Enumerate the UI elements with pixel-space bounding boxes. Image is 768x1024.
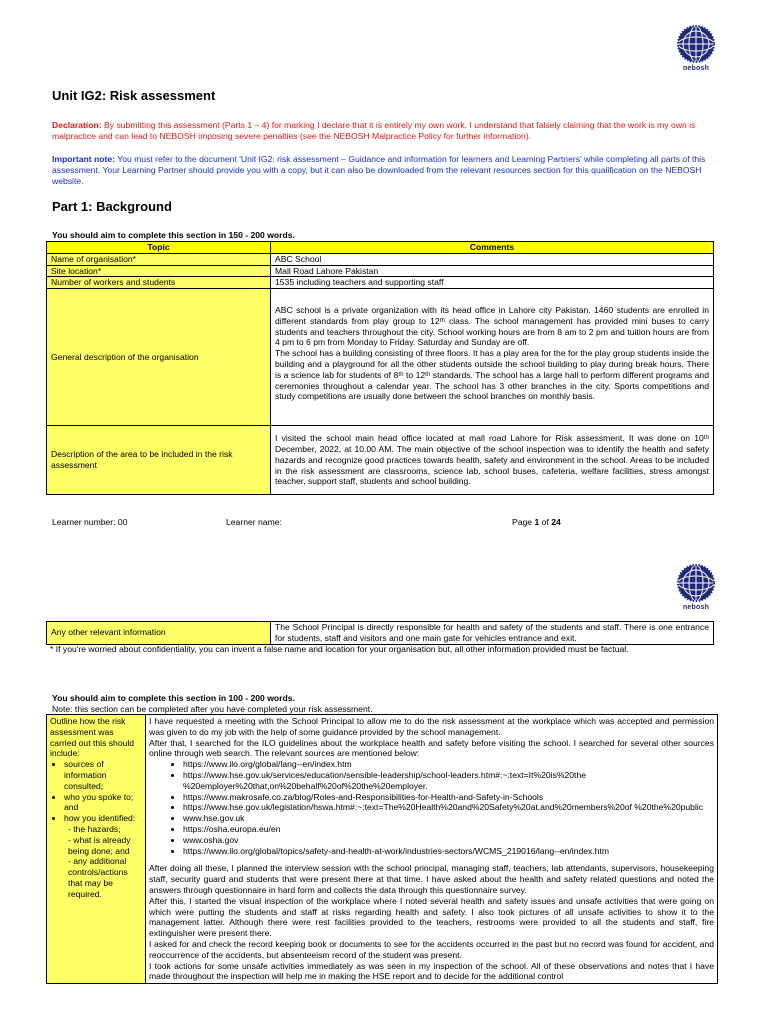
row-topic: Number of workers and students	[47, 277, 271, 289]
declaration	[52, 120, 718, 142]
source-links	[149, 759, 714, 856]
outline-prompt	[47, 715, 146, 984]
source-link[interactable]: • www.osha.gov	[183, 835, 714, 846]
row-topic: General description of the organisation	[47, 289, 271, 426]
sub-item: - the hazards;	[68, 823, 121, 834]
source-link[interactable]: • https://www.makrosafe.co.za/blog/Roles-and-Responsibilities-for-Health-and-Safety-in-Schools	[183, 792, 714, 803]
source-link[interactable]: • www.hse.gov.uk	[183, 813, 714, 824]
row-topic: Name of organisation*	[47, 253, 271, 265]
logo-wordmark: nebosh	[682, 604, 710, 611]
header-comments: Comments	[271, 242, 714, 254]
logo-wordmark: nebosh	[682, 65, 710, 72]
table-row	[47, 289, 714, 426]
nebosh-logo	[676, 24, 716, 72]
sub-item: - any additional controls/actions that may be required.	[68, 856, 128, 899]
page-number: Page 1 of 24	[512, 517, 561, 527]
answer-p5: I asked for and check the record keeping book or documents to see for the accidents occurred in the past but no record was found for accident, and reoccurrence of the accidents, but absenteeism record of the student was present.	[149, 938, 714, 960]
nebosh-logo	[676, 563, 716, 611]
page-2	[0, 555, 768, 1024]
outline-answer	[146, 715, 718, 984]
source-link[interactable]: • https://www.ilo.org/global/topics/safety-and-health-at-work/industries-sectors/WCMS_219016/lang--en/index.htm	[183, 846, 714, 857]
header-topic: Topic	[47, 242, 271, 254]
important-note-label: Important note:	[52, 154, 116, 164]
page-separator	[0, 545, 768, 555]
table-row	[47, 277, 714, 289]
outline-table	[46, 714, 718, 984]
row-comment: ABC School	[271, 253, 714, 265]
list-item: • who you spoke to; and	[64, 792, 142, 814]
important-note	[52, 154, 718, 187]
learner-number: Learner number: 00	[52, 517, 128, 527]
row-topic: Site location*	[47, 265, 271, 277]
word-guidance-100: You should aim to complete this section in 100 - 200 words.	[52, 693, 295, 703]
row-comment: 1535 including teachers and supporting staff	[271, 277, 714, 289]
general-description-p1: ABC school is a private organization with its head office in Lahore city Pakistan. 1460 students are enrolled in different standards from play group to 12ᵗʰ class. The school management has provided mini buses to carry students and teachers throughout the city. School working hours are from 8 am to 2 pm and tuition hours are from 4 pm to 6 pm from Monday to Friday. Saturday and Sunday are off.	[275, 305, 709, 348]
source-link[interactable]: • https://www.ilo.org/global/lang--en/index.htm	[183, 759, 714, 770]
confidentiality-note: * If you're worried about confidentiality, you can invent a false name and location for your organisation but, all other information provided must be factual.	[50, 644, 629, 654]
table-row	[47, 715, 718, 984]
list-item: • sources of information consulted;	[64, 759, 142, 791]
table-header-row	[47, 242, 714, 254]
general-description-p2: The school has a building consisting of three floors. It has a play area for the for the play group students inside the building and a playground for all the other students outside the school building to play during break hours. There is a science lab for students of 8ᵗʰ to 12ᵗʰ standards. The school has a large hall to perform different programs and ceremonies throughout a calendar year. The school has 3 other branches in the city. Sports competitions and study competitions are usually done between the school branches on monthly basis.	[275, 348, 709, 402]
learner-name: Learner name:	[226, 517, 282, 527]
row-topic: Any other relevant information	[47, 622, 271, 645]
word-guidance-150: You should aim to complete this section in 150 - 200 words.	[52, 230, 295, 240]
completion-note: Note: this section can be completed after you have completed your risk assessment.	[52, 704, 373, 714]
source-link[interactable]: • https://www.hse.gov.uk/services/education/sensible-leadership/school-leaders.htm#:~:text=It%20is%20the %20employer%20that,on%20behalf%20of%20the%20employer.	[183, 770, 714, 792]
row-comment: The School Principal is directly responsible for health and safety of the students and staff. There is one entrance for students, staff and visitors and one main gate for vehicles entrance and exit.	[271, 622, 714, 645]
table-row	[47, 253, 714, 265]
row-comment: I visited the school main head office located at mall road Lahore for Risk assessment. It was done on 10ᵗʰ December, 2022, at 10.00 AM. The main objective of the school inspection was to identify the health and safety hazards and recognize good practices towards health, safety and environment in the school. Areas to be included in the risk assessment are classrooms, science lab, school buses, cafeteria, welfare facilities, stress amongst teacher, support staff, students and school building.	[271, 426, 714, 495]
globe-icon	[676, 563, 716, 603]
answer-p2: After that, I searched for the ILO guidelines about the workplace health and safety before visiting the school. I searched for several other sources online through web search. The relevant sources are mentioned below:	[149, 737, 714, 759]
declaration-label: Declaration:	[52, 120, 102, 130]
answer-p4: After this, I started the visual inspection of the workplace where I noted several health and safety issues and unsafe activities that were going on which were putting the students and staff at risks regarding health and safety. I also took pictures of all unsafe activities to show it to the management latter. Although there were rest facilities provided to the teachers, restrooms were provided to all the students and staff, fire extinguisher were present there.	[149, 895, 714, 939]
part1-heading: Part 1: Background	[52, 199, 172, 214]
answer-p6: I took actions for some unsafe activities immediately as was seen in my inspection of the school. All of these observations and notes that I have made throughout the inspection will help me in making the HSE report and to decide for the additional control	[149, 960, 714, 982]
source-link[interactable]: • https://www.hse.gov.uk/legislation/hswa.htm#:~:text=The%20Health%20and%20Safety%20at,and%20members%20of %20the%20public	[183, 802, 714, 813]
row-comment	[271, 289, 714, 426]
source-link[interactable]: • https://osha.europa.eu/en	[183, 824, 714, 835]
globe-icon	[676, 24, 716, 64]
background-table	[46, 241, 714, 495]
outline-intro: Outline how the risk assessment was carried out this should include:	[50, 716, 135, 759]
table-row	[47, 622, 714, 645]
table-row	[47, 426, 714, 495]
answer-p1: I have requested a meeting with the School Principal to allow me to do the risk assessment at the workplace which was accepted and permission was given to do my job with the help of some guidance provided by the school management.	[149, 716, 714, 737]
list-item: • how you identified: - the hazards; - what is already being done; and - any additional controls/actions that may be required.	[64, 813, 142, 899]
answer-p3: After doing all these, I planned the interview session with the school principal, managing staff, teachers, lab attendants, supervisors, housekeeping staff, security guard and students that were present there at that time. I have asked about the health and safety related questions and noted the answers through questionnaire in hard form and collects the data through this questionnaire survey.	[149, 863, 714, 895]
row-topic: Description of the area to be included in the risk assessment	[47, 426, 271, 495]
important-note-text: You must refer to the document 'Unit IG2: risk assessment – Guidance and information for learners and Learning Partners' while completing all parts of this assessment. Your Learning Partner should provide you with a copy, but it can also be downloaded from the relevant resources section for this qualification on the NEBOSH website.	[52, 154, 706, 186]
outline-bullets	[50, 759, 142, 899]
declaration-text: By submitting this assessment (Parts 1 – 4) for marking I declare that it is entirely my own work. I understand that falsely claiming that the work is my own is malpractice and can lead to NEBOSH imposing severe penalties (see the NEBOSH Malpractice Policy for further information).	[52, 120, 696, 141]
unit-title: Unit IG2: Risk assessment	[52, 88, 216, 103]
other-info-table	[46, 621, 714, 645]
sub-item: - what is already being done; and	[68, 834, 131, 856]
row-comment: Mall Road Lahore Pakistan	[271, 265, 714, 277]
table-row	[47, 265, 714, 277]
